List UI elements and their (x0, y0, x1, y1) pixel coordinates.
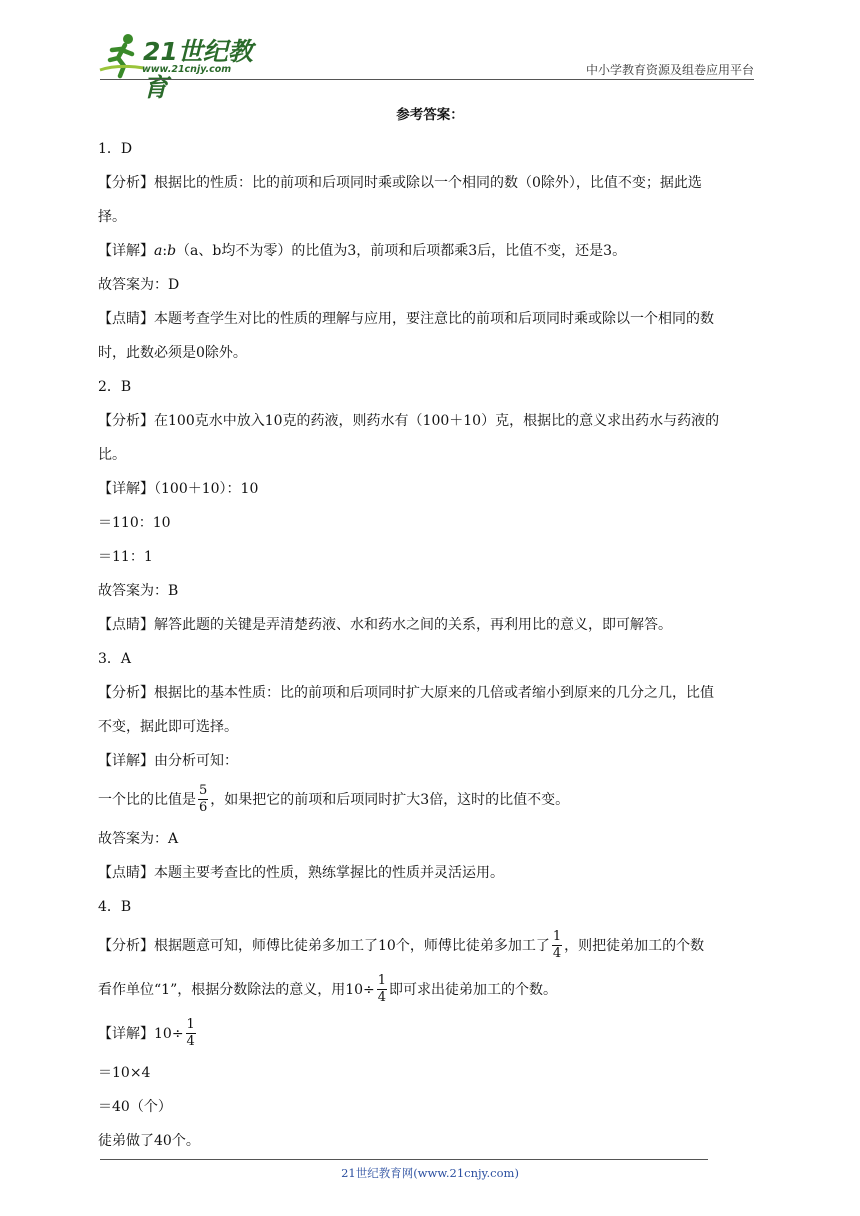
analysis-text: 根据比的基本性质：比的前项和后项同时扩大原来的几倍或者缩小到原来的几分之几，比值 (154, 685, 714, 701)
q4-step-2: ＝40（个） (98, 1099, 172, 1115)
logo-text: 21世纪教育 (143, 37, 253, 102)
q2-analysis-2: 比。 (98, 447, 126, 463)
q2-step-2: ＝11：1 (98, 549, 153, 565)
comment-text: 解答此题的关键是弄清楚药液、水和药水之间的关系，再利用比的意义，即可解答。 (154, 617, 672, 633)
analysis-tag: 【分析】 (98, 413, 154, 429)
detail-text: 10÷ (154, 1026, 184, 1042)
footer-link[interactable]: 21世纪教育网(www.21cnjy.com) (341, 1166, 519, 1180)
analysis-tag: 【分析】 (98, 938, 154, 954)
q2-head: 2．B (98, 379, 132, 395)
q1-answer: 故答案为：D (98, 277, 180, 293)
detail-tag: 【详解】 (98, 481, 154, 497)
q2-analysis-1 (98, 404, 762, 438)
comment-text: 本题主要考查比的性质，熟练掌握比的性质并灵活运用。 (154, 865, 504, 881)
q3-comment-1 (98, 856, 762, 890)
analysis-tag: 【分析】 (98, 685, 154, 701)
q4-detail (98, 1012, 762, 1056)
detail-text: 由分析可知： (154, 753, 238, 769)
analysis-text-post: ，则把徒弟加工的个数 (564, 938, 705, 954)
footer-divider (100, 1159, 708, 1160)
fraction-denominator: 4 (377, 989, 387, 1005)
q4-analysis-2 (98, 968, 762, 1012)
q4-result: 徒弟做了40个。 (98, 1133, 200, 1149)
comment-text: 本题考查学生对比的性质的理解与应用，要注意比的前项和后项同时乘或除以一个相同的数 (154, 311, 714, 327)
fraction-one-quarter (377, 973, 387, 1006)
analysis-text-pre: 看作单位“1”，根据分数除法的意义，用10÷ (98, 982, 375, 998)
q3-analysis-2: 不变，据此即可选择。 (98, 719, 238, 735)
analysis-text: 根据比的性质：比的前项和后项同时乘或除以一个相同的数（0除外），比值不变；据此选 (154, 175, 702, 191)
ratio-text-post: ，如果把它的前项和后项同时扩大3倍，这时的比值不变。 (210, 792, 570, 808)
ratio-colon: : (162, 243, 168, 259)
analysis-text-post: 即可求出徒弟加工的个数。 (389, 982, 558, 998)
q1-analysis-2: 择。 (98, 209, 126, 225)
answer-content (98, 98, 762, 1158)
detail-tag: 【详解】 (98, 1026, 154, 1042)
analysis-text-pre: 根据题意可知，师傅比徒弟多加工了10个，师傅比徒弟多加工了 (154, 938, 550, 954)
q3-answer: 故答案为：A (98, 831, 179, 847)
page-title: 参考答案： (396, 107, 464, 123)
q1-detail (98, 234, 762, 268)
logo-url: www.21cnjy.com (142, 64, 232, 75)
platform-name: 中小学教育资源及组卷应用平台 (585, 63, 754, 77)
q4-head: 4．B (98, 899, 132, 915)
fraction-denominator: 4 (552, 945, 562, 961)
q1-comment-1 (98, 302, 762, 336)
q1-comment-2: 时，此数必须是0除外。 (98, 345, 247, 361)
runner-icon (98, 30, 146, 80)
fraction-one-quarter (552, 929, 562, 962)
q2-step-1: ＝110：10 (98, 515, 171, 531)
q2-answer: 故答案为：B (98, 583, 179, 599)
detail-text: （a、b均不为零）的比值为3，前项和后项都乘3后，比值不变，还是3。 (176, 243, 627, 259)
q3-analysis-1 (98, 676, 762, 710)
q1-head: 1．D (98, 141, 133, 157)
fraction-numerator: 5 (199, 782, 208, 798)
q3-detail (98, 744, 762, 778)
comment-tag: 【点睛】 (98, 617, 154, 633)
q3-head: 3．A (98, 651, 132, 667)
var-b: b (167, 243, 177, 259)
fraction-denominator: 4 (186, 1033, 195, 1049)
fraction-five-sixths (198, 783, 208, 816)
page-header (98, 28, 754, 102)
q1-analysis-1 (98, 166, 762, 200)
comment-tag: 【点睛】 (98, 865, 154, 881)
q4-step-1: ＝10×4 (98, 1065, 151, 1081)
var-a: a (154, 243, 163, 259)
logo (98, 28, 273, 102)
detail-text: （100＋10）：10 (154, 481, 259, 497)
fraction-numerator: 1 (377, 972, 387, 988)
analysis-tag: 【分析】 (98, 175, 154, 191)
header-divider (100, 79, 754, 80)
analysis-text: 在100克水中放入10克的药液，则药水有（100＋10）克，根据比的意义求出药水与药液的 (154, 413, 720, 429)
fraction-denominator: 6 (199, 799, 208, 815)
ratio-text-pre: 一个比的比值是 (98, 792, 196, 808)
fraction-numerator: 1 (552, 928, 562, 944)
comment-tag: 【点睛】 (98, 311, 154, 327)
q2-comment-1 (98, 608, 762, 642)
detail-tag: 【详解】 (98, 753, 154, 769)
detail-tag: 【详解】 (98, 243, 154, 259)
fraction-numerator: 1 (186, 1016, 195, 1032)
q3-ratio-line (98, 778, 762, 822)
q2-detail (98, 472, 762, 506)
q4-analysis-1 (98, 924, 762, 968)
fraction-one-quarter (186, 1017, 196, 1050)
